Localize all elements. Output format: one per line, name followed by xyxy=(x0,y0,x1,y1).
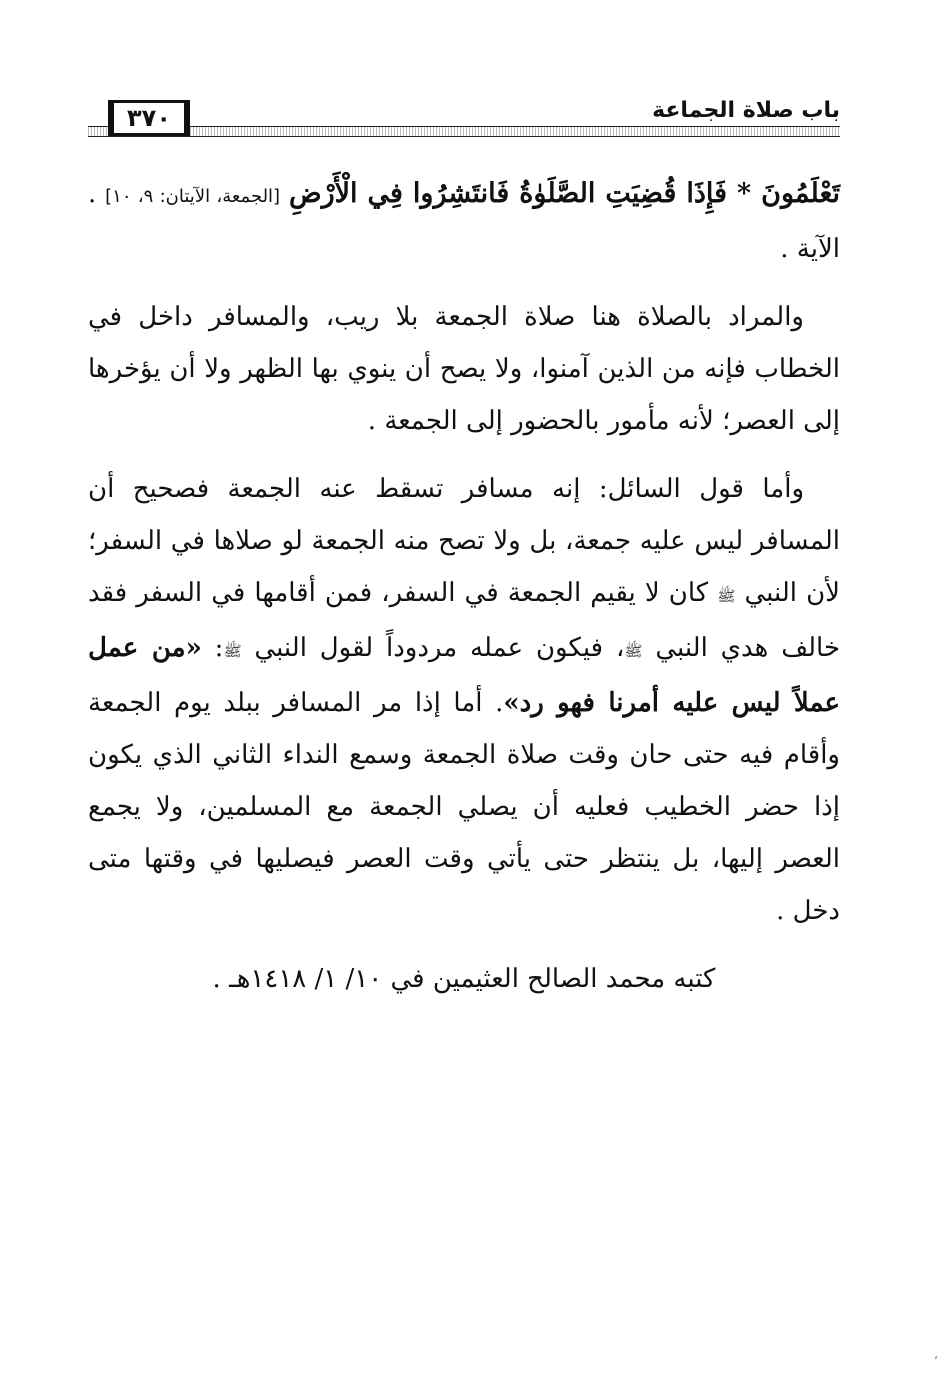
text-segment: كان لا يقيم الجمعة في السفر، فمن أقامها في السفر فقد خالف هدي النبي xyxy=(88,578,841,663)
signature-line: كتبه محمد الصالح العثيمين في ١٠/ ١/ ١٤١٨هـ . xyxy=(212,964,716,994)
paragraph-traveler-ruling xyxy=(88,463,840,937)
salutation-glyph: ﷺ xyxy=(223,642,242,660)
text-segment: . أما إذا مر المسافر ببلد يوم الجمعة وأقام فيه حتى حان وقت صلاة الجمعة وسمع النداء الثاني الذي يكون إذا حضر الخطيب فعليه أن يصلي الجمعة مع المسلمين، ولا يجمع العصر إليها، بل ينتظر حتى يأتي وقت العصر فيصليها في وقتها متى دخل . xyxy=(88,688,841,926)
page-number: ٣٧٠ xyxy=(108,100,190,136)
hadith-quote: «من عمل عملاً ليس عليه أمرنا فهو رد» xyxy=(88,633,840,718)
chapter-title: باب صلاة الجماعة xyxy=(644,98,840,123)
header-rule xyxy=(88,126,840,137)
quran-verse: تَعْلَمُونَ * فَإِذَا قُضِيَتِ الصَّلَوٰةُ فَانتَشِرُوا فِي الْأَرْضِ xyxy=(288,178,840,209)
verse-reference: [الجمعة، الآيتان: ٩، ١٠] xyxy=(105,186,281,207)
corner-mark: ٬ xyxy=(934,1354,938,1368)
text-segment: ، فيكون عمله مردوداً لقول النبي xyxy=(254,633,625,663)
paragraph-meaning: والمراد بالصلاة هنا صلاة الجمعة بلا ريب، والمسافر داخل في الخطاب فإنه من الذين آمنوا، ولا يصح أن ينوي بها الظهر ولا أن يؤخرها إلى العصر؛ لأنه مأمور بالحضور إلى الجمعة . xyxy=(88,302,840,436)
page-header xyxy=(88,96,840,146)
text-segment: : xyxy=(214,633,224,663)
text-segment: وأما قول السائل: إنه مسافر تسقط عنه الجمعة فصحيح أن المسافر ليس عليه جمعة، بل ولا تصح منه الجمعة لو صلاها في السفر؛ لأن النبي xyxy=(88,474,841,608)
salutation-glyph: ﷺ xyxy=(624,642,643,660)
paragraph-quran-citation xyxy=(88,168,840,275)
verse-tail: . الآية . xyxy=(88,179,840,264)
page-body xyxy=(88,168,840,1021)
salutation-glyph: ﷺ xyxy=(717,587,736,605)
